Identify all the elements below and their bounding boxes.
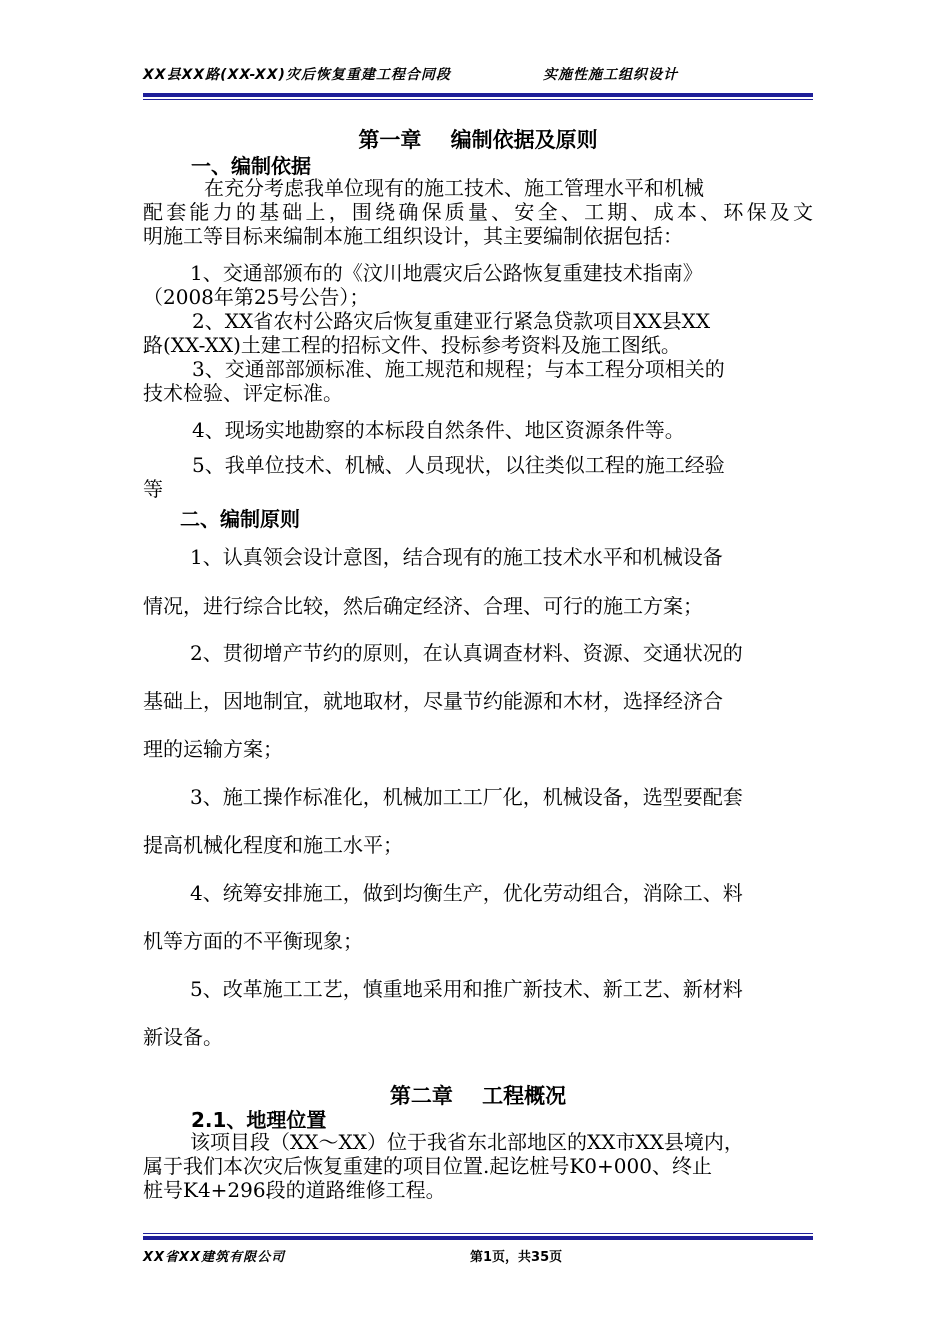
location-line: 该项目段（XX～XX）位于我省东北部地区的XX市XX县境内， xyxy=(190,1130,744,1154)
principle-item: 2、贯彻增产节约的原则，在认真调查材料、资源、交通状况的 xyxy=(190,641,743,665)
footer-rule-thick xyxy=(143,1236,813,1240)
principle-item: 新设备。 xyxy=(143,1025,223,1049)
location-line: 属于我们本次灾后恢复重建的项目位置.起讫桩号K0+000、终止 xyxy=(143,1154,712,1178)
basis-item: 等 xyxy=(143,477,163,501)
header-left: XX县XX路(XX-XX)灾后恢复重建工程合同段 xyxy=(143,67,451,83)
chapter1-title: 第一章 编制依据及原则 xyxy=(358,128,598,152)
footer-company: XX省XX建筑有限公司 xyxy=(143,1250,286,1265)
section-2-1-heading: 2.1、地理位置 xyxy=(191,1108,327,1132)
section1-heading: 一、编制依据 xyxy=(191,154,311,178)
header-rule-thick xyxy=(143,93,813,97)
basis-item: 2、XX省农村公路灾后恢复重建亚行紧急贷款项目XX县XX xyxy=(192,309,711,333)
principle-item: 理的运输方案； xyxy=(143,737,283,761)
basis-item: （2008年第25号公告）； xyxy=(143,285,370,309)
basis-item: 技术检验、评定标准。 xyxy=(143,381,343,405)
location-line: 桩号K4+296段的道路维修工程。 xyxy=(143,1178,446,1202)
chapter2-title: 第二章 工程概况 xyxy=(389,1084,567,1108)
principle-item: 情况，进行综合比较，然后确定经济、合理、可行的施工方案； xyxy=(143,594,703,618)
basis-item: 4、现场实地勘察的本标段自然条件、地区资源条件等。 xyxy=(192,418,685,442)
principle-item: 提高机械化程度和施工水平； xyxy=(143,833,403,857)
intro-line: 明施工等目标来编制本施工组织设计，其主要编制依据包括： xyxy=(143,224,683,248)
basis-item: 1、交通部颁布的《汶川地震灾后公路恢复重建技术指南》 xyxy=(190,261,703,285)
section2-heading: 二、编制原则 xyxy=(180,507,300,531)
principle-item: 1、认真领会设计意图，结合现有的施工技术水平和机械设备 xyxy=(190,545,723,569)
header-right: 实施性施工组织设计 xyxy=(543,67,678,83)
intro-line: 在充分考虑我单位现有的施工技术、施工管理水平和机械 xyxy=(204,176,704,200)
principle-item: 机等方面的不平衡现象； xyxy=(143,929,363,953)
principle-item: 5、改革施工工艺，慎重地采用和推广新技术、新工艺、新材料 xyxy=(190,977,743,1001)
footer-rule-thin xyxy=(143,1233,813,1234)
header-rule-thin xyxy=(143,99,813,100)
basis-item: 3、交通部部颁标准、施工规范和规程；与本工程分项相关的 xyxy=(192,357,725,381)
basis-item: 路(XX-XX)土建工程的招标文件、投标参考资料及施工图纸。 xyxy=(143,333,681,357)
principle-item: 基础上，因地制宜，就地取材，尽量节约能源和木材，选择经济合 xyxy=(143,689,723,713)
principle-item: 4、统筹安排施工，做到均衡生产，优化劳动组合，消除工、料 xyxy=(190,881,743,905)
footer-page-number: 第1页，共35页 xyxy=(470,1250,563,1265)
principle-item: 3、施工操作标准化，机械加工工厂化，机械设备，选型要配套 xyxy=(190,785,743,809)
intro-line: 配套能力的基础上，围绕确保质量、安全、工期、成本、环保及文 xyxy=(143,200,813,224)
basis-item: 5、我单位技术、机械、人员现状，以往类似工程的施工经验 xyxy=(192,453,725,477)
